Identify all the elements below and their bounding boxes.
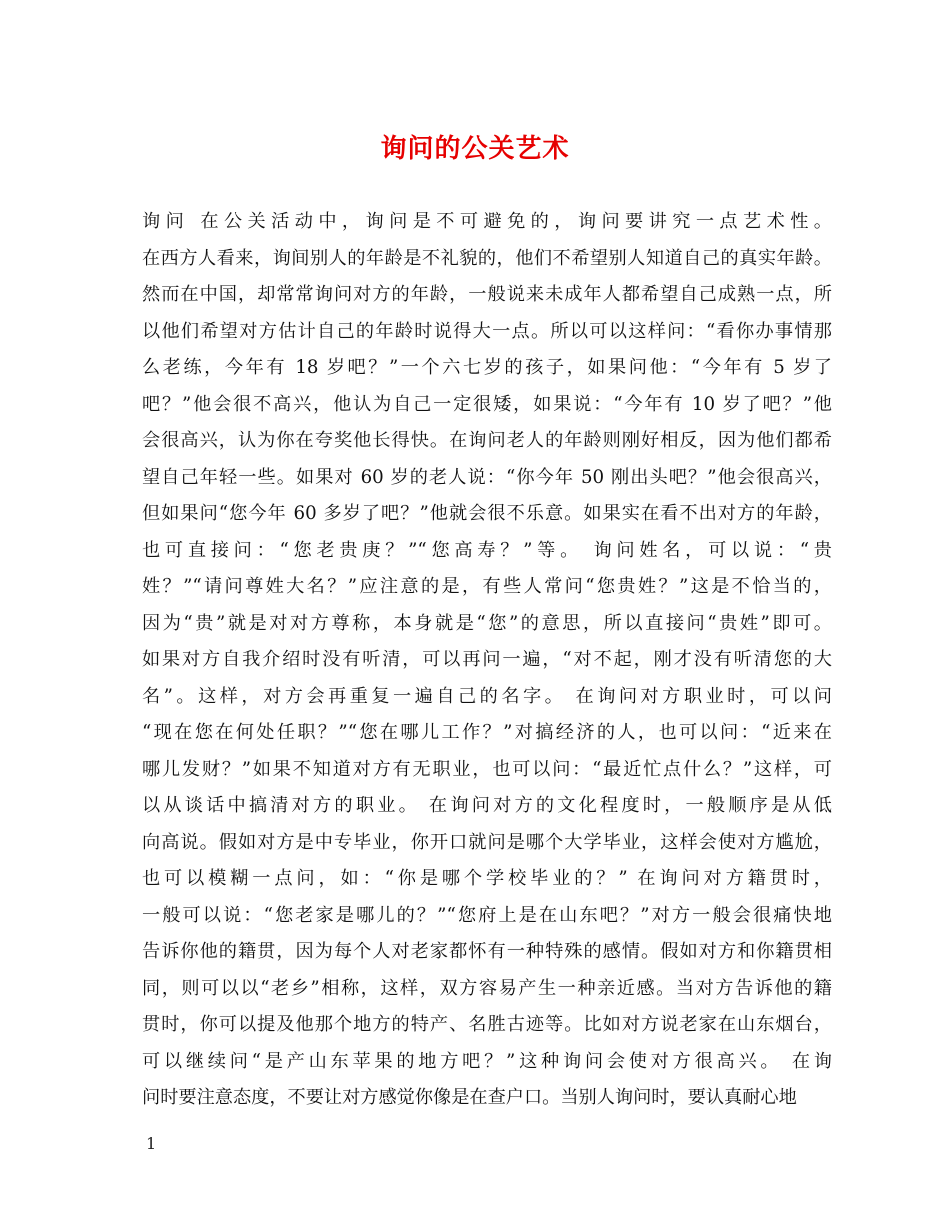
text-line: 向高说。假如对方是中专毕业，你开口就问是哪个大学毕业，这样会使对方尴尬， (142, 831, 832, 853)
text-line: 望自己年轻一些。如果对 60 岁的老人说：“你今年 50 刚出头吧？”他会很高兴， (142, 466, 832, 488)
text-line: 可以继续问“是产山东苹果的地方吧？”这种询问会使对方很高兴。 在询 (142, 1050, 832, 1072)
text-line: 也可直接问：“您老贵庚？”“您高寿？”等。 询问姓名，可以说：“贵 (142, 539, 832, 561)
text-line: 如果对方自我介绍时没有听清，可以再问一遍，“对不起，刚才没有听清您的大 (142, 649, 832, 670)
text-line: 同，则可以以“老乡”相称，这样，双方容易产生一种亲近感。当对方告诉他的籍 (142, 977, 832, 999)
text-line: 在西方人看来，询间别人的年龄是不礼貌的，他们不希望别人知道自己的真实年龄。 (142, 247, 832, 269)
text-line: 姓？”“请问尊姓大名？”应注意的是，有些人常问“您贵姓？”这是不恰当的， (142, 576, 832, 597)
text-line: 然而在中国，却常常询问对方的年龄，一般说来未成年人都希望自己成熟一点，所 (142, 284, 832, 305)
page-title: 询问的公关艺术 (380, 134, 570, 164)
text-line: 名”。这样，对方会再重复一遍自己的名字。 在询问对方职业时，可以问 (142, 685, 832, 707)
text-line: 也可以模糊一点问，如：“你是哪个学校毕业的？” 在询问对方籍贯时， (142, 868, 832, 889)
text-line: 贯时，你可以提及他那个地方的特产、名胜古迹等。比如对方说老家在山东烟台， (142, 1014, 832, 1035)
text-line: 告诉你他的籍贯，因为每个人对老家都怀有一种特殊的感情。假如对方和你籍贯相 (142, 941, 832, 962)
body-text (142, 204, 832, 1117)
text-line: 以从谈话中搞清对方的职业。 在询问对方的文化程度时，一般顺序是从低 (142, 795, 832, 816)
text-line: 因为“贵”就是对对方尊称，本身就是“您”的意思，所以直接问“贵姓”即可。 (142, 612, 832, 634)
text-line: 吧？”他会很不高兴，他认为自己一定很矮，如果说：“今年有 10 岁了吧？”他 (142, 393, 832, 415)
text-line: 哪儿发财？”如果不知道对方有无职业，也可以问：“最近忙点什么？”这样，可 (142, 758, 832, 780)
text-line: 会很高兴，认为你在夸奖他长得快。在询问老人的年龄则刚好相反，因为他们都希 (142, 430, 832, 451)
text-line: 一般可以说：“您老家是哪儿的？”“您府上是在山东吧？”对方一般会很痛快地 (142, 904, 832, 926)
text-line: 问时要注意态度，不要让对方感觉你像是在查户口。当别人询问时，要认真耐心地 (142, 1087, 797, 1108)
text-line: 但如果问“您今年 60 多岁了吧？”他就会很不乐意。如果实在看不出对方的年龄， (142, 503, 832, 524)
page-number: 1 (146, 1134, 157, 1153)
text-line: 么老练，今年有 18 岁吧？”一个六七岁的孩子，如果问他：“今年有 5 岁了 (142, 357, 832, 378)
text-line: 询问 在公关活动中，询问是不可避免的，询问要讲究一点艺术性。 (142, 211, 832, 232)
text-line: 以他们希望对方估计自己的年龄时说得大一点。所以可以这样问：“看你办事情那 (142, 320, 832, 342)
text-line: “现在您在何处任职？”“您在哪儿工作？”对搞经济的人，也可以问：“近来在 (142, 722, 832, 743)
